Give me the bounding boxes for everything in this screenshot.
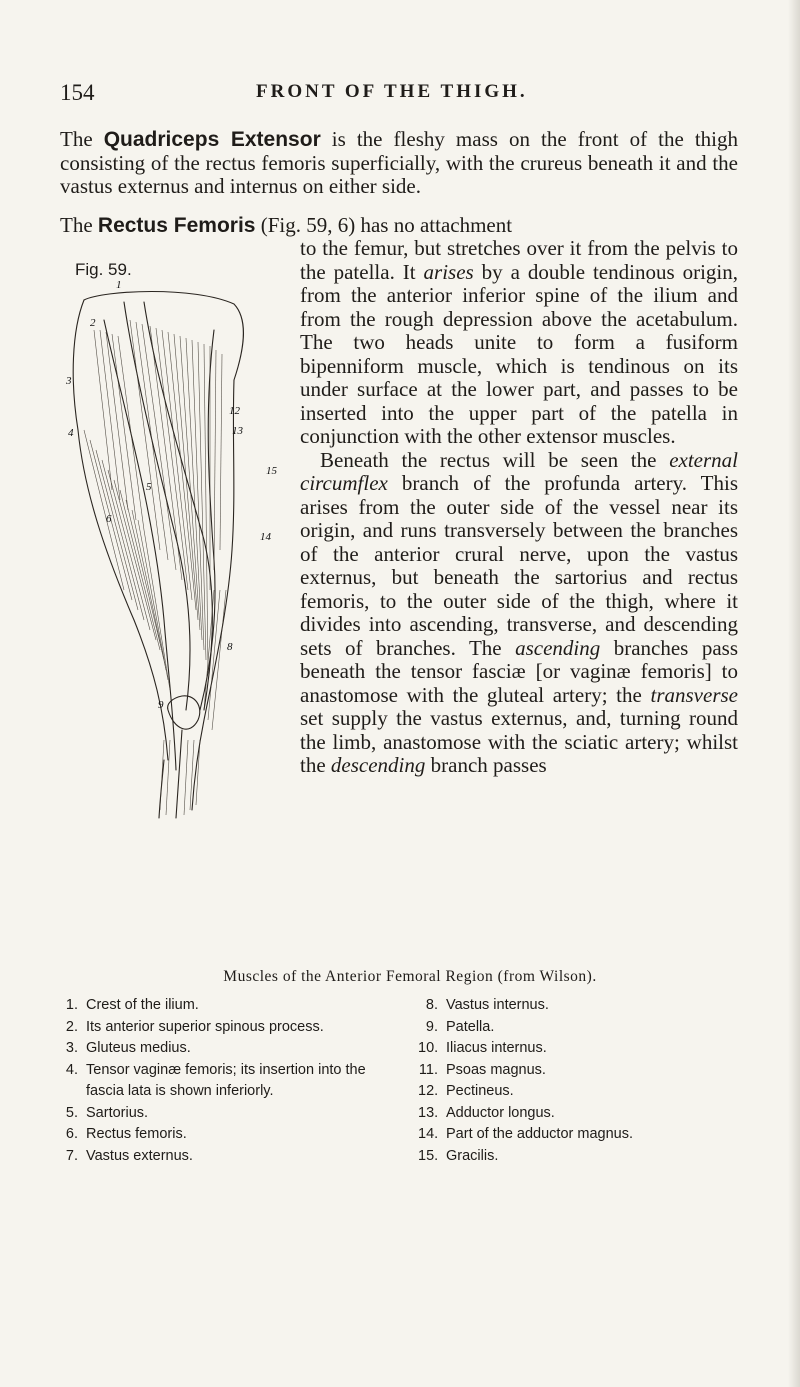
legend-text: Adductor longus. [446, 1104, 555, 1121]
legend-num: 6. [65, 1126, 78, 1142]
legend-num: 11. [418, 1061, 438, 1078]
figure-legend-left [58, 995, 388, 1167]
legend-text: Vastus internus. [446, 997, 549, 1013]
legend-item [58, 1038, 388, 1060]
legend-num: 8. [425, 997, 438, 1013]
figure-num-15: 15 [266, 465, 277, 477]
figure-num-9: 9 [158, 699, 164, 711]
italic-term: arises [423, 259, 474, 284]
figure-num-13: 13 [232, 425, 243, 437]
legend-text: Vastus externus. [86, 1147, 193, 1164]
text-span: branches pass beneath the tensor fasciæ [or vaginæ femoris] to anastomose with the gluteal artery; the [300, 635, 738, 707]
page-edge-shadow [788, 0, 800, 1387]
figure-num-6: 6 [106, 513, 112, 525]
legend-num: 3. [65, 1040, 78, 1056]
italic-term: descending [330, 753, 426, 777]
figure-num-3: 3 [66, 375, 72, 387]
legend-num: 1. [65, 997, 78, 1013]
legend-num: 7. [65, 1147, 78, 1164]
legend-text: Psoas magnus. [446, 1061, 546, 1078]
legend-item [418, 1038, 758, 1060]
paragraph-quadriceps [60, 128, 738, 199]
legend-item [58, 1103, 388, 1125]
text-span: to the femur, but stretches over it from the pelvis to the patella. It [300, 236, 738, 284]
legend-item [418, 1017, 758, 1039]
italic-term: external circumflex [300, 447, 738, 495]
paragraph-external-circumflex [300, 449, 738, 778]
text-span: by a double tendinous origin, from the anterior inferior spine of the ilium and from the rough depression above the acetabulum. The two heads unite to form a fusiform bipenniform muscle, which is tendinous on its under surface at the lower part, and passes to be inserted into the upper part of the patella in conjunction with the other extensor muscles. [300, 259, 738, 448]
legend-item [418, 1081, 758, 1103]
figure-label: Fig. 59. [75, 260, 132, 279]
running-head: FRONT OF THE THIGH. [256, 81, 528, 102]
legend-text: Sartorius. [86, 1104, 149, 1121]
legend-text: Iliacus internus. [446, 1040, 547, 1056]
legend-num: 12. [418, 1083, 439, 1099]
heading-rectus-femoris: Rectus Femoris [97, 214, 256, 237]
legend-item [418, 1060, 758, 1082]
figure-num-1: 1 [116, 279, 122, 291]
legend-item [418, 1103, 758, 1125]
legend-text: Gluteus medius. [86, 1040, 191, 1056]
legend-text: Rectus femoris. [86, 1126, 187, 1142]
paragraph-lead: The [60, 213, 98, 237]
figure-num-14: 14 [260, 531, 271, 543]
figure-num-12: 12 [229, 405, 240, 417]
legend-num: 10. [418, 1040, 439, 1056]
legend-text: Tensor vaginæ femoris; its insertion into the fascia lata is shown inferiorly. [86, 1061, 366, 1099]
page-header [60, 80, 760, 114]
text-span: branch of the profunda artery. This arises from the outer side of the vessel near its origin, and runs transversely between the branches of the anterior crural nerve, upon the vastus externus, but beneath the sartorius and rectus femoris, to the outer side of the thigh, where it divides into ascending, transverse, and descending sets of branches. The [300, 471, 738, 660]
italic-term: ascending [515, 635, 601, 660]
paragraph-text: (Fig. 59, 6) has no attachment [255, 213, 513, 237]
legend-text: Crest of the ilium. [86, 997, 199, 1013]
right-text-column [300, 237, 738, 778]
figure-num-8: 8 [227, 641, 233, 653]
legend-num: 2. [65, 1018, 78, 1035]
paragraph-text: is the fleshy mass on the front of the thigh consisting of the rectus femoris superficially, with the crureus beneath it and the vastus externus and internus on either side. [60, 127, 738, 198]
text-span: Beneath the rectus will be seen the [320, 447, 670, 472]
text-span: branch passes [425, 753, 547, 777]
figure-caption-title: Muscles of the Anterior Femoral Region (from Wilson). [223, 968, 597, 985]
legend-item [418, 1146, 758, 1168]
figure-legend-right [418, 995, 758, 1167]
legend-num: 15. [418, 1147, 439, 1164]
legend-item [58, 1124, 388, 1146]
text-span: set supply the vastus externus, and, turning round the limb, anastomose with the sciatic artery; whilst the [300, 706, 738, 777]
figure-num-5: 5 [146, 481, 152, 493]
legend-text: Pectineus. [446, 1083, 514, 1099]
legend-item [58, 1146, 388, 1168]
legend-num: 9. [425, 1018, 438, 1035]
thigh-muscle-illustration [64, 279, 294, 820]
figure-num-4: 4 [68, 427, 74, 439]
legend-item [58, 1060, 388, 1103]
legend-num: 5. [65, 1104, 78, 1121]
legend-num: 4. [65, 1061, 78, 1078]
figure-num-2: 2 [90, 317, 96, 329]
paragraph-rectus-femoris [300, 237, 738, 449]
legend-item [58, 1017, 388, 1039]
legend-text: Its anterior superior spinous process. [86, 1018, 324, 1035]
legend-num: 14. [418, 1126, 439, 1142]
legend-text: Gracilis. [446, 1147, 499, 1164]
legend-num: 13. [418, 1104, 439, 1121]
paragraph-rectus-first-line [60, 214, 738, 238]
legend-text: Patella. [446, 1018, 495, 1035]
page-number: 154 [60, 80, 95, 105]
legend-item [418, 995, 758, 1017]
legend-item [418, 1124, 758, 1146]
italic-term: transverse [650, 682, 738, 707]
paragraph-lead: The [60, 127, 104, 151]
legend-item [58, 995, 388, 1017]
legend-text: Part of the adductor magnus. [446, 1126, 633, 1142]
heading-quadriceps-extensor: Quadriceps Extensor [103, 128, 321, 151]
